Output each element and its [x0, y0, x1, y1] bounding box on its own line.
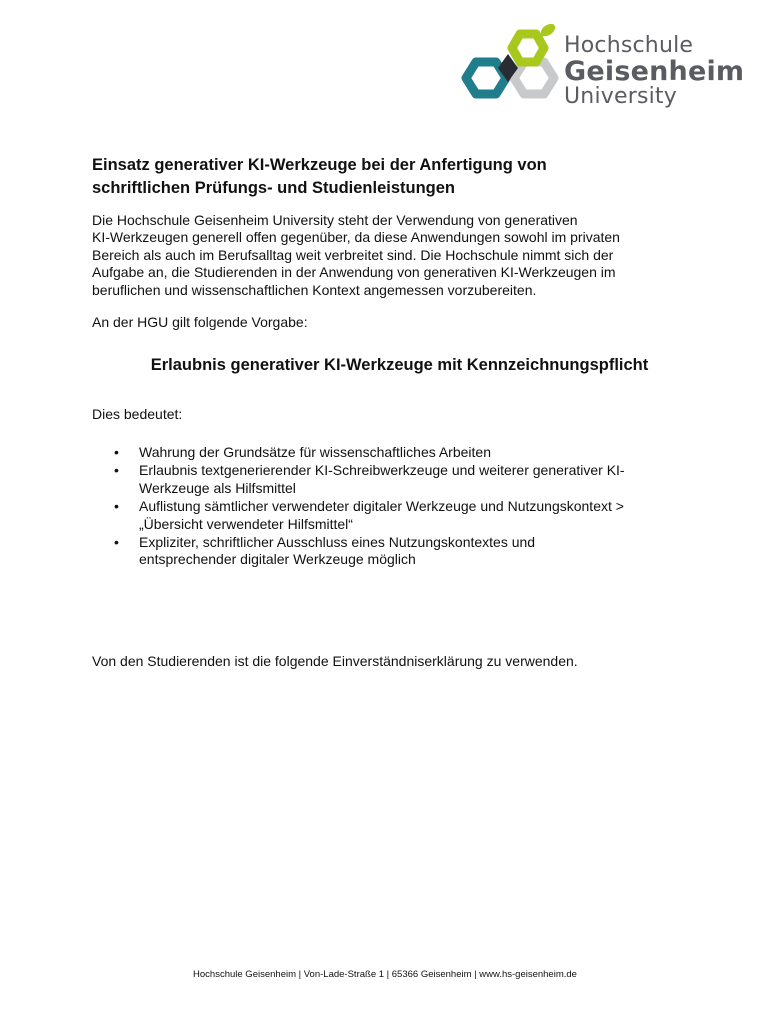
bullet-icon: • — [114, 462, 119, 479]
title-line-1: Einsatz generativer KI-Werkzeuge bei der Anfertigung von — [92, 156, 547, 174]
highlighted-rule: Erlaubnis generativer KI-Werkzeuge mit Kennzeichnungspflicht — [150, 356, 649, 374]
intro-line: Aufgabe an, die Studierenden in der Anwendung von generativen KI-Werkzeugen im — [92, 264, 616, 281]
gray-hexagon — [514, 62, 554, 94]
list-item-text: Erlaubnis textgenerierender KI-Schreibwerkzeuge und weiterer generativer KI- — [139, 462, 625, 479]
intro-line: Bereich als auch im Berufsalltag weit verbreitet sind. Die Hochschule nimmt sich der — [92, 246, 614, 263]
title-line-2: schriftlichen Prüfungs- und Studienleistungen — [92, 179, 456, 197]
rule-lead-text: An der HGU gilt folgende Vorgabe: — [92, 314, 308, 330]
hexagon-logo-mark — [456, 18, 566, 118]
list-item-text-cont: entsprechender digitaler Werkzeuge möglich — [139, 551, 416, 568]
bullet-icon: • — [114, 534, 119, 551]
intro-line: KI-Werkzeugen generell offen gegenüber, da diese Anwendungen sowohl im privaten — [92, 229, 620, 246]
list-item-text-cont: „Übersicht verwendeter Hilfsmittel“ — [139, 515, 353, 532]
document-title — [92, 154, 692, 200]
list-item — [92, 534, 692, 569]
list-item — [92, 462, 692, 497]
list-item-text-cont: Werkzeuge als Hilfsmittel — [139, 479, 296, 496]
page-footer: Hochschule Geisenheim | Von-Lade-Straße 1 | 65366 Geisenheim | www.hs-geisenheim.de — [193, 969, 577, 980]
logo-line-2: Geisenheim — [564, 56, 745, 87]
green-hexagon — [512, 34, 544, 62]
intro-paragraph — [92, 212, 692, 299]
bullet-icon: • — [114, 498, 119, 515]
list-item-text: Wahrung der Grundsätze für wissenschaftliches Arbeiten — [139, 444, 491, 460]
consent-instruction: Von den Studierenden ist die folgende Einverständniserklärung zu verwenden. — [92, 653, 578, 669]
list-item — [92, 498, 692, 533]
list-item-text: Expliziter, schriftlicher Ausschluss eines Nutzungskontextes und — [139, 534, 536, 551]
means-label: Dies bedeutet: — [92, 406, 183, 422]
logo-line-3: University — [564, 84, 677, 109]
intro-line: Die Hochschule Geisenheim University steht der Verwendung von generativen — [92, 212, 578, 228]
bullet-list — [92, 444, 692, 570]
intro-line: beruflichen und wissenschaftlichen Kontext angemessen vorzubereiten. — [92, 281, 537, 298]
logo-line-1: Hochschule — [564, 33, 694, 58]
list-item — [92, 444, 692, 461]
bullet-icon: • — [114, 444, 119, 460]
university-logo — [456, 18, 748, 128]
list-item-text: Auflistung sämtlicher verwendeter digitaler Werkzeuge und Nutzungskontext > — [139, 498, 624, 515]
